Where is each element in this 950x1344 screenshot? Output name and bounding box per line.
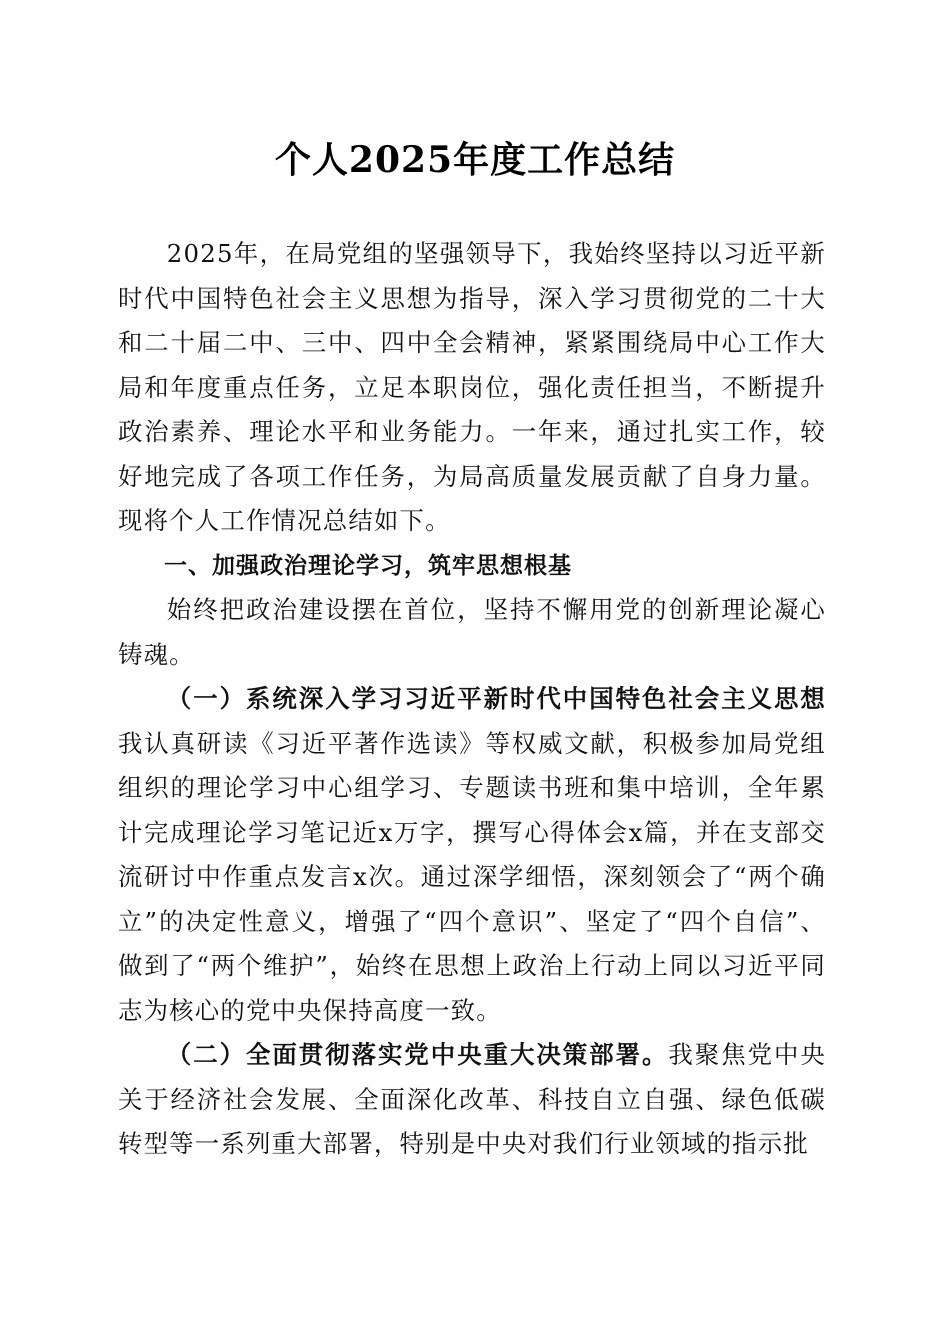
document-body [118, 232, 826, 1167]
section-heading: 一、加强政治理论学习，筑牢思想根基 [164, 552, 572, 579]
subsection-1-title: （一）系统深入学习习近平新时代中国特色社会主义思想 [166, 684, 826, 713]
subsection-paragraph [118, 1033, 826, 1167]
subsection-2-body: 我聚焦党中央关于经济社会发展、全面深化改革、科技自立自强、绿色低碳转型等一系列重大部署，特别是中央对我们行业领域的指示批 [118, 1040, 826, 1158]
subsection-title [118, 677, 826, 1033]
subsection-2-title: （二）全面贯彻落实党中央重大决策部署。 [166, 1040, 669, 1069]
section-lead-paragraph: 始终把政治建设摆在首位，坚持不懈用党的创新理论凝心铸魂。 [118, 595, 826, 669]
intro-paragraph: 2025年，在局党组的坚强领导下，我始终坚持以习近平新时代中国特色社会主义思想为指导，深入学习贯彻党的二十大和二十届二中、三中、四中全会精神，紧紧围绕局中心工作大局和年度重点任务，立足本职岗位，强化责任担当，不断提升政治素养、理论水平和业务能力。一年来，通过扎实工作，较好地完成了各项工作任务，为局高质量发展贡献了自身力量。现将个人工作情况总结如下。 [118, 239, 826, 535]
document-title: 个人2025年度工作总结 [274, 139, 676, 181]
subsection-1-body: 我认真研读《习近平著作选读》等权威文献，积极参加局党组组织的理论学习中心组学习、专题读书班和集中培训，全年累计完成理论学习笔记近x万字，撰写心得体会x篇，并在支部交流研讨中作重点发言x次。通过深学细悟，深刻领会了“两个确立”的决定性意义，增强了“四个意识”、坚定了“四个自信”、做到了“两个维护”，始终在思想上政治上行动上同以习近平同志为核心的党中央保持高度一致。 [118, 728, 826, 1025]
